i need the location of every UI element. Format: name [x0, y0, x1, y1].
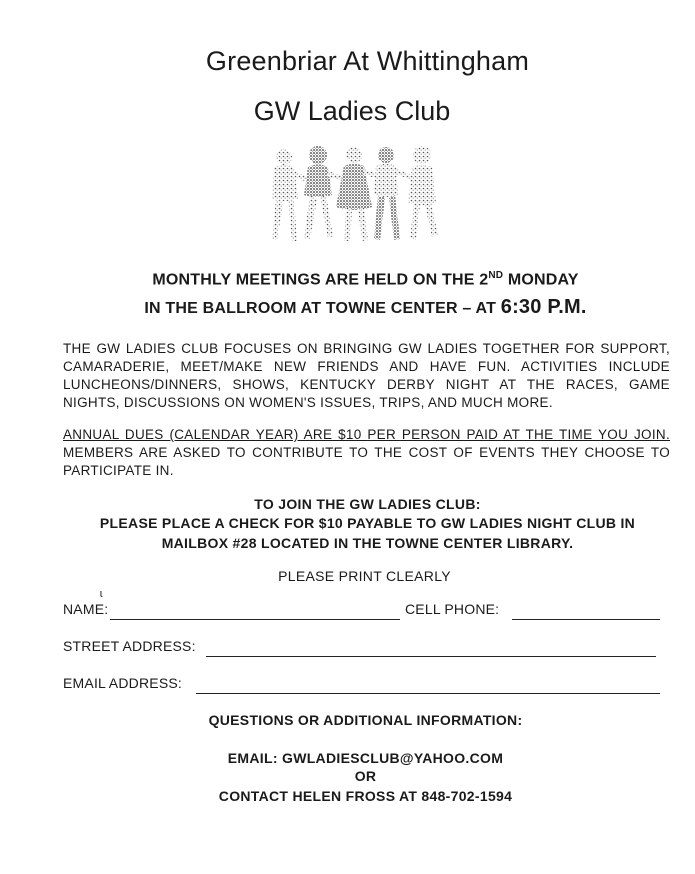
lady-figure [374, 147, 412, 240]
meeting-schedule-line [0, 270, 695, 289]
club-title: GW Ladies Club [253, 96, 451, 126]
join-heading: TO JOIN THE GW LADIES CLUB: [254, 496, 481, 512]
questions-heading: QUESTIONS OR ADDITIONAL INFORMATION: [208, 712, 523, 728]
dues-paragraph [63, 426, 670, 480]
name-field[interactable] [110, 619, 400, 620]
contact-or: OR [354, 768, 377, 784]
street-address-field[interactable] [206, 656, 656, 657]
meeting-location-line [0, 296, 695, 319]
join-instruction-line1: PLEASE PLACE A CHECK FOR $10 PAYABLE TO GW LADIES NIGHT CLUB IN [99, 515, 636, 531]
community-title: Greenbriar At Whittingham [205, 46, 530, 76]
dues-amount-text: ANNUAL DUES (CALENDAR YEAR) ARE $10 PER PERSON PAID AT THE TIME YOU JOIN. [63, 427, 670, 442]
meeting-lead: MONTHLY MEETINGS ARE HELD ON THE 2 [152, 271, 489, 289]
cell-phone-field[interactable] [512, 619, 660, 620]
stray-mark: ɩ [100, 588, 103, 600]
street-address-label: STREET ADDRESS: [63, 638, 196, 654]
lady-figure [408, 146, 438, 240]
print-clearly-note: PLEASE PRINT CLEARLY [278, 568, 451, 584]
name-label: NAME: [63, 601, 109, 617]
dancing-ladies-illustration [262, 143, 442, 248]
lady-figure [336, 147, 380, 241]
meeting-day: MONDAY [507, 271, 579, 289]
contact-phone: CONTACT HELEN FROSS AT 848-702-1594 [218, 788, 513, 804]
email-address-label: EMAIL ADDRESS: [63, 675, 182, 691]
contact-email: EMAIL: GWLADIESCLUB@YAHOO.COM [227, 750, 504, 766]
meeting-time: 6:30 P.M. [500, 296, 587, 318]
dues-contribution-text: MEMBERS ARE ASKED TO CONTRIBUTE TO THE COST OF EVENTS THEY CHOOSE TO PARTICIPATE IN. [63, 445, 670, 478]
email-address-field[interactable] [196, 693, 660, 694]
ordinal-suffix: ND [488, 270, 504, 281]
club-description: THE GW LADIES CLUB FOCUSES ON BRINGING GW LADIES TOGETHER FOR SUPPORT, CAMARADERIE, MEET/MAKE NEW FRIENDS AND HAVE FUN. ACTIVITIES INCLUDE LUNCHEONS/DINNERS, SHOWS, KENTUCKY DERBY NIGHT AT THE RACES, GAME NIGHTS, DISCUSSIONS ON WOMEN'S ISSUES, TRIPS, AND MUCH MORE. [63, 341, 670, 410]
cell-phone-label: CELL PHONE: [405, 601, 500, 617]
meeting-location: IN THE BALLROOM AT TOWNE CENTER – AT [144, 300, 497, 317]
join-instruction-line2: MAILBOX #28 LOCATED IN THE TOWNE CENTER LIBRARY. [161, 535, 574, 551]
